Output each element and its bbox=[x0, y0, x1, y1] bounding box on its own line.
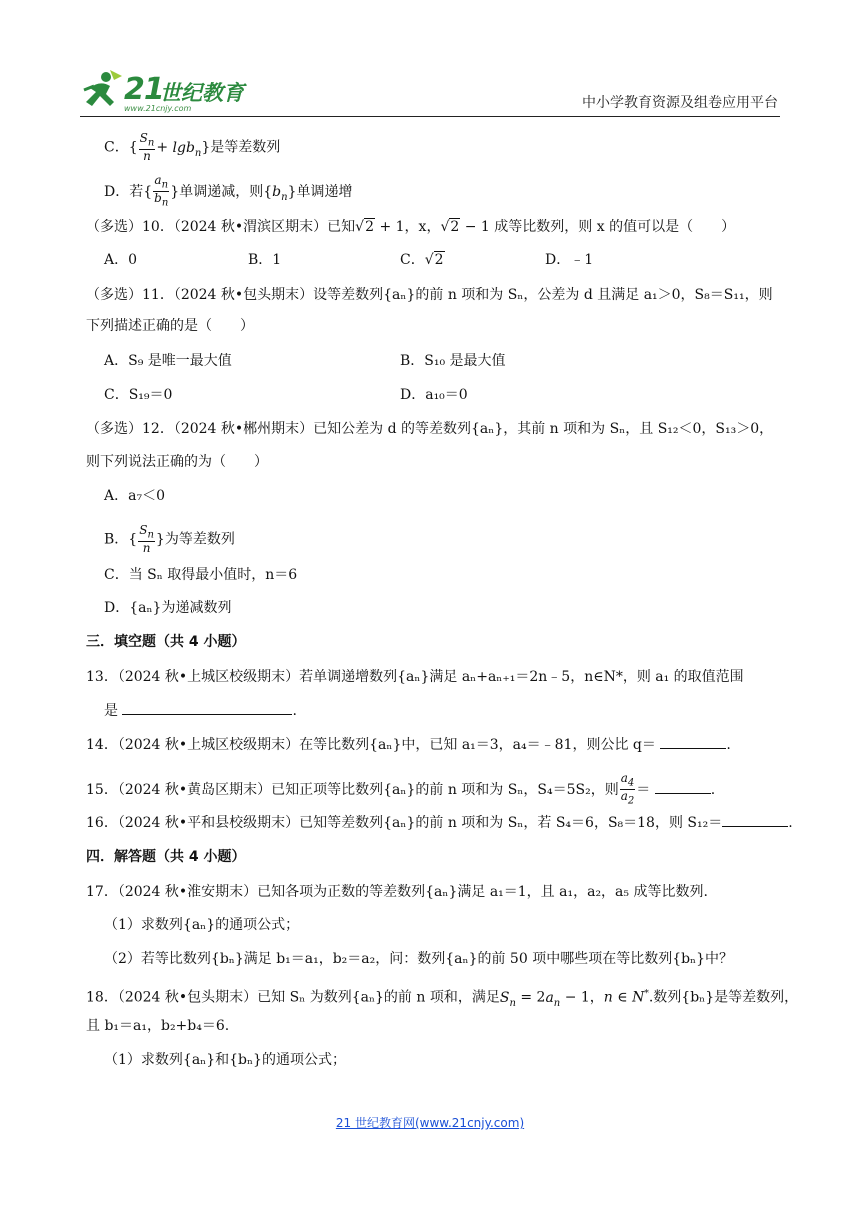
q9-option-c: C．{ $\frac{S_n}{n}$ + lgb$_n$}是等差数列 bbox=[104, 131, 281, 164]
q17-part2: （2）若等比数列{bₙ}满足 b₁＝a₁，b₂＝a₂，问：数列{aₙ}的前 50 项中哪些项在等比数列{bₙ}中？ bbox=[104, 951, 734, 967]
logo-number: 21 bbox=[124, 72, 164, 107]
q17-stem: 17．（2024 秋•淮安期末）已知各项为正数的等差数列{aₙ}满足 a₁＝1，且 a₁，a₂，a₅ 成等比数列. bbox=[86, 884, 708, 900]
q15-stem: 15．（2024 秋•黄岛区期末）已知正项等比数列{aₙ}的前 n 项和为 Sₙ，S₄＝5S₂，则 $\frac{a_4}{a_2}$ ＝ . bbox=[86, 771, 716, 807]
q11-option-d: D．a₁₀＝0 bbox=[400, 387, 468, 403]
q10-option-b: B．1 bbox=[248, 252, 282, 268]
section-answer-title: 四．解答题（共 4 小题） bbox=[86, 849, 246, 865]
q11-stem-line2: 下列描述正确的是（ ） bbox=[86, 318, 254, 334]
q10-stem: （多选）10．（2024 秋•渭滨区期末）已知√2 + 1，x，√2 − 1 成等比数列，则 x 的值可以是（ ） bbox=[86, 219, 736, 235]
q12-stem-line1: （多选）12．（2024 秋•郴州期末）已知公差为 d 的等差数列{aₙ}，其前 n 项和为 Sₙ，且 S₁₂＜0，S₁₃＞0， bbox=[86, 421, 774, 437]
runner-icon bbox=[80, 68, 124, 112]
page-header bbox=[80, 62, 780, 117]
q13-answer-blank bbox=[122, 700, 292, 715]
q14-stem: 14．（2024 秋•上城区校级期末）在等比数列{aₙ}中，已知 a₁＝3，a₄＝﹣81，则公比 q＝ . bbox=[86, 734, 731, 755]
q14-answer-blank bbox=[660, 734, 726, 749]
q13-stem-line1: 13．（2024 秋•上城区校级期末）若单调递增数列{aₙ}满足 aₙ+aₙ₊₁＝2n﹣5，n∈N*，则 a₁ 的取值范围 bbox=[86, 669, 744, 685]
footer-link[interactable]: 21 世纪教育网(www.21cnjy.com) bbox=[335, 1116, 525, 1130]
q12-option-b: B．{ $\frac{S_n}{n}$ }为等差数列 bbox=[104, 523, 235, 556]
q15-answer-blank bbox=[655, 779, 711, 794]
q12-stem-line2: 则下列说法正确的为（ ） bbox=[86, 454, 268, 470]
header-platform-text: 中小学教育资源及组卷应用平台 bbox=[582, 95, 778, 111]
q11-option-b: B．S₁₀ 是最大值 bbox=[400, 353, 506, 369]
q17-part1: （1）求数列{aₙ}的通项公式； bbox=[104, 917, 300, 933]
section-fill-in-title: 三．填空题（共 4 小题） bbox=[86, 634, 246, 650]
q13-stem-line2: 是 . bbox=[104, 700, 297, 721]
q12-option-d: D．{aₙ}为递减数列 bbox=[104, 600, 232, 616]
logo bbox=[80, 68, 250, 114]
q11-option-a: A．S₉ 是唯一最大值 bbox=[104, 353, 232, 369]
q10-option-c: C．√2 bbox=[400, 252, 444, 268]
q11-option-c: C．S₁₉＝0 bbox=[104, 387, 173, 403]
q16-answer-blank bbox=[722, 812, 788, 827]
q18-stem-line2: 且 b₁＝a₁，b₂+b₄＝6. bbox=[86, 1018, 230, 1034]
logo-url: www.21cnjy.com bbox=[124, 104, 192, 113]
q18-stem-line1: 18．（2024 秋•包头期末）已知 Sₙ 为数列{aₙ}的前 n 项和，满足$S_n = 2a_n - 1$，n ∈ N*.数列{bₙ}是等差数列， bbox=[86, 989, 799, 1009]
q10-option-d: D．﹣1 bbox=[545, 252, 594, 268]
q12-option-c: C．当 Sₙ 取得最小值时，n＝6 bbox=[104, 567, 298, 583]
q18-part1: （1）求数列{aₙ}和{bₙ}的通项公式； bbox=[104, 1052, 346, 1068]
q10-option-a: A．0 bbox=[104, 252, 138, 268]
q9-option-d: D．若{ $\frac{a_n}{b_n}$ }单调递减，则$\{b_n\}$单调递增 bbox=[104, 173, 353, 209]
q11-stem-line1: （多选）11．（2024 秋•包头期末）设等差数列{aₙ}的前 n 项和为 Sₙ，公差为 d 且满足 a₁＞0，S₈＝S₁₁，则 bbox=[86, 287, 773, 303]
q12-option-a: A．a₇＜0 bbox=[104, 488, 165, 504]
q16-stem: 16．（2024 秋•平和县校级期末）已知等差数列{aₙ}的前 n 项和为 Sₙ，若 S₄＝6，S₈＝18，则 S₁₂＝ . bbox=[86, 812, 793, 833]
logo-text: 世纪教育 bbox=[160, 81, 244, 105]
